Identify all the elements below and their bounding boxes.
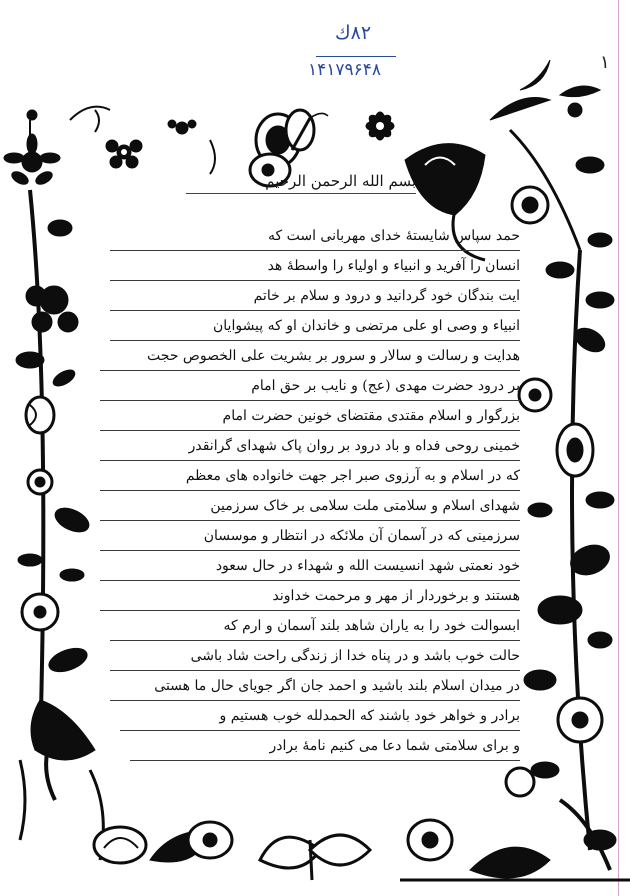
letter-line: بزرگوار و اسلام مقتدی مقتضای خونین حضرت امام [100,404,520,431]
letter-line: سرزمینی که در آسمان آن ملائکه در انتظار و موسسان [100,524,520,551]
star-flower-icon [366,112,394,140]
letter-line: و برای سلامتی شما دعا می کنیم نامهٔ برادر [130,734,520,761]
letter-line: ابسوالت خود را به یاران شاهد بلند آسمان و ارم که [110,614,520,641]
letter-body [94,172,520,792]
letter-line: هدایت و رسالت و سالار و سرور بر بشریت علی الخصوص حجت [100,344,520,371]
letter-line: بر درود حضرت مهدی (عج) و نایب بر حق امام [100,374,520,401]
letter-line: شهدای اسلام و سلامتی ملت سلامی بر خاک سرزمین [100,494,520,521]
small-flower-icon [70,107,215,174]
bottom-flowers-icon [150,820,630,880]
letter-line: برادر و خواهر خود باشند که الحمدلله خوب هستیم و [120,704,520,731]
letter-line: حالت خوب باشد و در پناه خدا از زندگی راحت شاد باشی [110,644,520,671]
letter-line: حمد سپاس شایستهٔ خدای مهربانی است که [110,224,520,251]
letter-line: خود نعمتی شهد انسیست الله و شهداء در حال سعود [100,554,520,581]
top-left-flower-icon [4,110,60,187]
letter-line: انبیاء و وصی او علی مرتضی و خاندان او که پیشوایان [110,314,520,341]
reference-number: ۸۲ك [335,22,372,44]
letter-line: که در اسلام و به آرزوی صبر اجر جهت خانواده های معظم [100,464,520,491]
letter-line: ایت بندگان خود گردانید و درود و سلام بر خاتم [110,284,520,311]
letter-line: در میدان اسلام بلند باشید و احمد جان اگر جویای حال ما هستی [110,674,520,701]
page-mark: ١ [600,52,610,73]
basmala-heading: بسم الله الرحمن الرحيم [186,172,416,194]
right-vine-icon [506,250,616,870]
letter-line: هستند و برخوردار از مهر و مرحمت خداوند [100,584,520,611]
letter-line: خمینی روحی فداه و باد درود بر روان پاک شهدای گرانقدر [100,434,520,461]
letter-line: انسان را آفرید و انبیاء و اولیاء را واسطهٔ هد [110,254,520,281]
archive-number: ۱۴۱۷۹۶۴۸ [308,60,382,80]
